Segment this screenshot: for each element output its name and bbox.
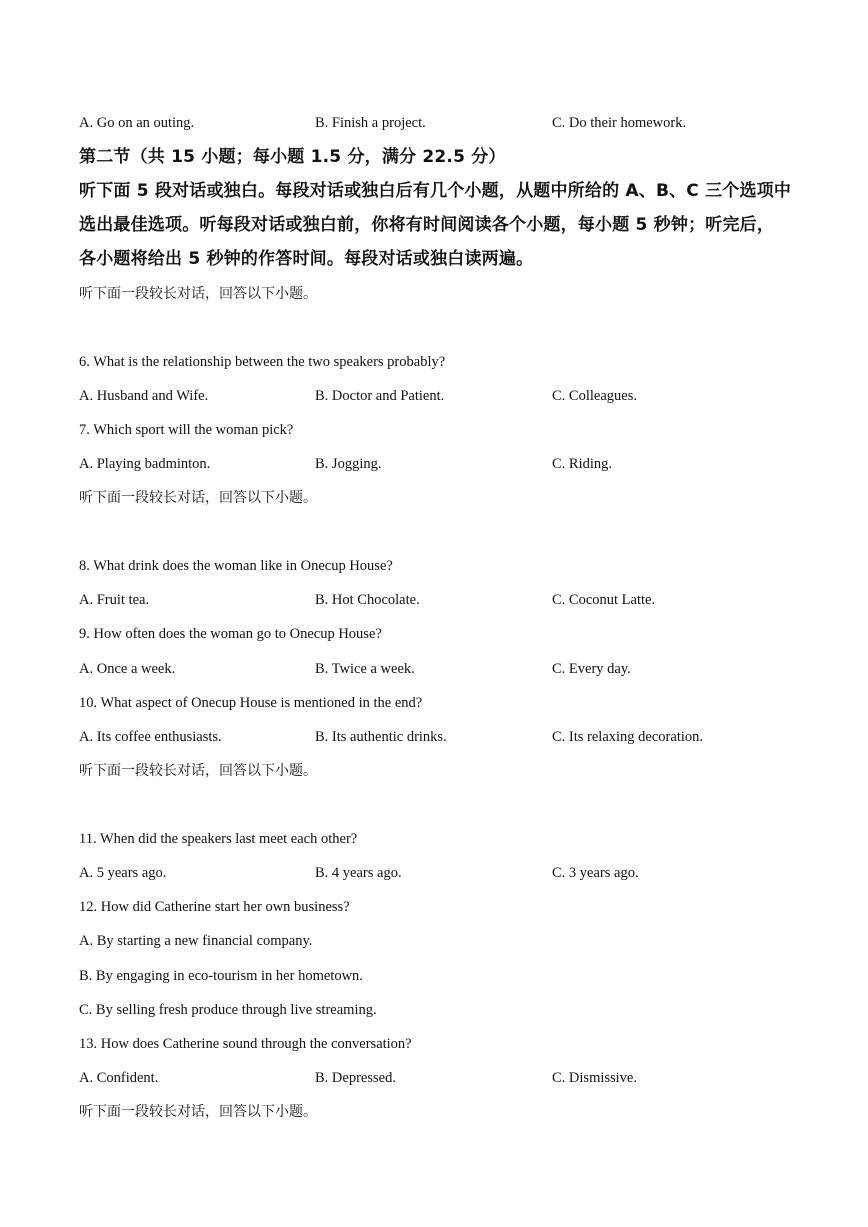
question-11-option-c: C. 3 years ago. [552, 865, 639, 881]
question-9-option-b: B. Twice a week. [315, 661, 415, 677]
section-instructions-line-1: 听下面 5 段对话或独白。每段对话或独白后有几个小题，从题中所给的 A、B、C 三个选项中 [79, 181, 792, 201]
question-6-option-b: B. Doctor and Patient. [315, 388, 445, 404]
section-instructions-line-2: 选出最佳选项。听每段对话或独白前，你将有时间阅读各个小题，每小题 5 秒钟；听完后， [79, 215, 775, 235]
section-instructions-line-3: 各小题将给出 5 秒钟的作答时间。每段对话或独白读两遍。 [79, 249, 534, 269]
question-11-option-a: A. 5 years ago. [79, 865, 167, 881]
question-8-option-a: A. Fruit tea. [79, 592, 150, 608]
question-13-stem: 13. How does Catherine sound through the conversation? [79, 1036, 412, 1052]
question-13-option-a: A. Confident. [79, 1070, 159, 1086]
question-6-option-c: C. Colleagues. [552, 388, 637, 404]
question-12-option-c: C. By selling fresh produce through live streaming. [79, 1002, 377, 1018]
q5-option-b: B. Finish a project. [315, 115, 426, 131]
question-13-option-c: C. Dismissive. [552, 1070, 637, 1086]
question-9-option-c: C. Every day. [552, 661, 631, 677]
dialogue-note: 听下面一段较长对话，回答以下小题。 [79, 490, 317, 506]
question-7-stem: 7. Which sport will the woman pick? [79, 422, 294, 438]
dialogue-note: 听下面一段较长对话，回答以下小题。 [79, 1104, 317, 1120]
question-7-option-c: C. Riding. [552, 456, 613, 472]
question-12-stem: 12. How did Catherine start her own business? [79, 899, 350, 915]
q5-option-a: A. Go on an outing. [79, 115, 195, 131]
dialogue-note: 听下面一段较长对话，回答以下小题。 [79, 763, 317, 779]
dialogue-note: 听下面一段较长对话，回答以下小题。 [79, 286, 317, 302]
question-9-stem: 9. How often does the woman go to Onecup House? [79, 626, 382, 642]
question-7-option-a: A. Playing badminton. [79, 456, 211, 472]
question-11-option-b: B. 4 years ago. [315, 865, 402, 881]
question-8-option-b: B. Hot Chocolate. [315, 592, 420, 608]
question-10-option-a: A. Its coffee enthusiasts. [79, 729, 222, 745]
question-12-option-a: A. By starting a new financial company. [79, 933, 313, 949]
q5-option-c: C. Do their homework. [552, 115, 687, 131]
question-6-option-a: A. Husband and Wife. [79, 388, 209, 404]
question-9-option-a: A. Once a week. [79, 661, 176, 677]
question-10-stem: 10. What aspect of Onecup House is mentioned in the end? [79, 695, 423, 711]
question-10-option-b: B. Its authentic drinks. [315, 729, 447, 745]
question-7-option-b: B. Jogging. [315, 456, 382, 472]
question-12-option-b: B. By engaging in eco-tourism in her hometown. [79, 968, 363, 984]
question-10-option-c: C. Its relaxing decoration. [552, 729, 703, 745]
question-11-stem: 11. When did the speakers last meet each other? [79, 831, 358, 847]
section-heading: 第二节（共 15 小题；每小题 1.5 分，满分 22.5 分） [79, 147, 506, 167]
question-13-option-b: B. Depressed. [315, 1070, 396, 1086]
question-8-option-c: C. Coconut Latte. [552, 592, 656, 608]
question-8-stem: 8. What drink does the woman like in Onecup House? [79, 558, 393, 574]
question-6-stem: 6. What is the relationship between the two speakers probably? [79, 354, 446, 370]
